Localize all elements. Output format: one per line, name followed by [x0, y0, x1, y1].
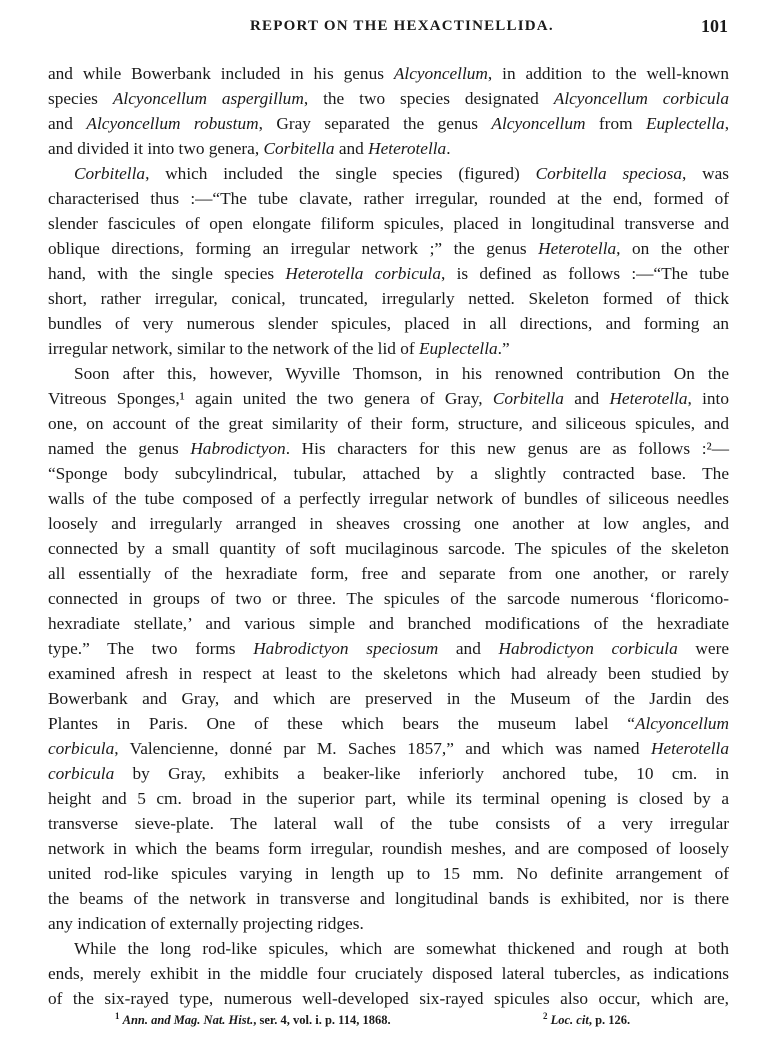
italic-term: Corbitella speciosa: [535, 164, 682, 183]
text-run: irregular network, similar to the network of the lid of: [48, 339, 419, 358]
text-run: connected by a small quantity of soft mucilaginous sarcode. The spicules of the skeleton: [48, 539, 729, 558]
italic-term: Habrodictyon corbicula: [498, 639, 678, 658]
italic-term: Euplectella: [418, 339, 498, 358]
text-run: and: [334, 139, 369, 158]
text-line: [48, 786, 729, 811]
footnote-source: Loc. cit: [550, 1013, 589, 1027]
text-run: and while Bowerbank included in his genus: [48, 64, 394, 83]
italic-term: Heterotella corbicula: [285, 264, 441, 283]
text-line: [48, 186, 729, 211]
text-run: , Valencienne, donné par M. Saches 1857,” and which was named: [114, 739, 651, 758]
text-line: [48, 86, 729, 111]
text-run: and: [48, 114, 87, 133]
italic-term: Heterotella: [368, 139, 447, 158]
text-run: named the genus: [48, 439, 191, 458]
text-run: were: [677, 639, 729, 658]
footnote-mark: 1: [115, 1011, 120, 1021]
text-line: [48, 461, 729, 486]
text-line: [48, 536, 729, 561]
italic-term: Corbitella: [492, 389, 564, 408]
text-line: [48, 236, 729, 261]
text-line: [48, 411, 729, 436]
page-header: [48, 16, 728, 40]
italic-term: Alcyoncellum robustum: [86, 114, 259, 133]
text-run: , in addition to the well-known: [487, 64, 729, 83]
text-line: [48, 561, 729, 586]
italic-term: Alcyoncellum corbicula: [553, 89, 729, 108]
footnote-mark: 2: [543, 1011, 548, 1021]
footnote-source: Ann. and Mag. Nat. Hist.: [122, 1013, 254, 1027]
footnote-text: , ser. 4, vol. i. p. 114, 1868.: [253, 1013, 391, 1027]
text-line: [48, 336, 729, 361]
italic-term: corbicula: [48, 739, 115, 758]
text-run: .”: [497, 339, 510, 358]
text-run: species: [48, 89, 113, 108]
italic-term: corbicula: [48, 764, 115, 783]
text-run: hand, with the single species: [48, 264, 286, 283]
text-run: and: [438, 639, 499, 658]
page-number: 101: [701, 16, 728, 36]
italic-term: Alcyoncellum: [491, 114, 586, 133]
text-run: . His characters for this new genus are as follows :²—: [285, 439, 729, 458]
text-line: [48, 861, 729, 886]
text-line: [48, 911, 729, 936]
text-run: hexradiate stellate,’ and various simple and branched modifications of the hexradiate: [48, 614, 729, 633]
text-run: ends, merely exhibit in the middle four cruciately disposed lateral tubercles, as indications: [48, 964, 729, 983]
text-line: [48, 136, 729, 161]
text-line: [48, 486, 729, 511]
text-line: [48, 736, 729, 761]
text-line: [48, 211, 729, 236]
text-run: walls of the tube composed of a perfectly irregular network of bundles of siliceous needles: [48, 489, 729, 508]
running-title: REPORT ON THE HEXACTINELLIDA.: [250, 18, 554, 34]
text-run: Soon after this, however, Wyville Thomson, in his renowned contribution On the: [74, 364, 729, 383]
italic-term: Habrodictyon speciosum: [253, 639, 439, 658]
text-run: any indication of externally projecting ridges.: [48, 914, 364, 933]
text-line: [48, 636, 729, 661]
text-run: “Sponge body subcylindrical, tubular, attached by a slightly contracted base. The: [48, 464, 729, 483]
text-run: , on the other: [616, 239, 729, 258]
text-run: transverse sieve-plate. The lateral wall of the tube consists of a very irregular: [48, 814, 729, 833]
text-run: of the six-rayed type, numerous well-developed six-rayed spicules also occur, which are,: [48, 989, 729, 1008]
text-line: [48, 811, 729, 836]
text-line: [48, 711, 729, 736]
text-line: [48, 261, 729, 286]
text-run: network in which the beams form irregular, roundish meshes, and are composed of loosely: [48, 839, 729, 858]
text-run: Bowerbank and Gray, and which are preserved in the Museum of the Jardin des: [48, 689, 729, 708]
text-run: the beams of the network in transverse and longitudinal bands is exhibited, nor is there: [48, 889, 729, 908]
text-run: , which included the single species (figured): [145, 164, 536, 183]
text-line: [48, 511, 729, 536]
text-line: [48, 61, 729, 86]
text-line: [48, 586, 729, 611]
italic-term: Corbitella: [263, 139, 335, 158]
footnote-1: [115, 1011, 391, 1028]
text-run: characterised thus :—“The tube clavate, rather irregular, rounded at the end, formed of: [48, 189, 729, 208]
text-run: by Gray, exhibits a beaker-like inferiorly anchored tube, 10 cm. in: [114, 764, 729, 783]
italic-term: Alcyoncellum aspergillum: [112, 89, 304, 108]
body-text: [48, 61, 729, 1011]
text-line: [48, 961, 729, 986]
text-line: [48, 886, 729, 911]
text-run: all essentially of the hexradiate form, free and separate from one another, or rarely: [48, 564, 729, 583]
italic-term: Alcyoncellum: [393, 64, 488, 83]
text-run: height and 5 cm. broad in the superior part, while its terminal opening is closed by a: [48, 789, 729, 808]
footnote-text: , p. 126.: [588, 1013, 631, 1027]
text-line: [48, 386, 729, 411]
text-run: from: [585, 114, 646, 133]
text-run: and divided it into two genera,: [48, 139, 264, 158]
text-run: and: [563, 389, 610, 408]
text-run: , into: [687, 389, 729, 408]
text-line: [48, 986, 729, 1011]
text-line: [48, 311, 729, 336]
text-run: united rod-like spicules varying in length up to 15 mm. No definite arrangement of: [48, 864, 729, 883]
text-line: [48, 936, 729, 961]
italic-term: Euplectella: [645, 114, 725, 133]
text-line: [48, 436, 729, 461]
text-line: [48, 361, 729, 386]
italic-term: Alcyoncellum: [634, 714, 729, 733]
text-run: , is defined as follows :—“The tube: [440, 264, 729, 283]
text-run: , the two species designated: [303, 89, 554, 108]
text-run: , was: [681, 164, 729, 183]
footnote-2: [543, 1011, 630, 1028]
text-run: Plantes in Paris. One of these which bears the museum label “: [48, 714, 635, 733]
text-run: loosely and irregularly arranged in sheaves crossing one another at low angles, and: [48, 514, 729, 533]
text-line: [48, 286, 729, 311]
text-line: [48, 761, 729, 786]
text-run: ,: [724, 114, 730, 133]
text-line: [48, 836, 729, 861]
text-line: [48, 611, 729, 636]
text-line: [48, 161, 729, 186]
italic-term: Heterotella: [609, 389, 688, 408]
text-run: short, rather irregular, conical, truncated, irregularly netted. Skeleton formed of thick: [48, 289, 729, 308]
text-line: [48, 111, 729, 136]
italic-term: Corbitella: [74, 164, 146, 183]
text-run: examined afresh in respect at least to the skeletons which had already been studied by: [48, 664, 729, 683]
text-run: bundles of very numerous slender spicules, placed in all directions, and forming an: [48, 314, 729, 333]
italic-term: Heterotella: [538, 239, 617, 258]
text-run: type.” The two forms: [48, 639, 254, 658]
text-line: [48, 686, 729, 711]
text-run: slender fascicules of open elongate filiform spicules, placed in longitudinal transverse and: [48, 214, 729, 233]
text-run: While the long rod-like spicules, which are somewhat thickened and rough at both: [74, 939, 729, 958]
text-run: .: [446, 139, 451, 158]
text-run: oblique directions, forming an irregular network ;” the genus: [48, 239, 539, 258]
italic-term: Habrodictyon: [190, 439, 286, 458]
text-run: , Gray separated the genus: [258, 114, 492, 133]
italic-term: Heterotella: [650, 739, 729, 758]
text-line: [48, 661, 729, 686]
text-run: Vitreous Sponges,¹ again united the two genera of Gray,: [48, 389, 493, 408]
text-run: one, on account of the great similarity of their form, structure, and siliceous spicules, and: [48, 414, 729, 433]
text-run: connected in groups of two or three. The spicules of the sarcode numerous ‘floricomo-: [48, 589, 729, 608]
